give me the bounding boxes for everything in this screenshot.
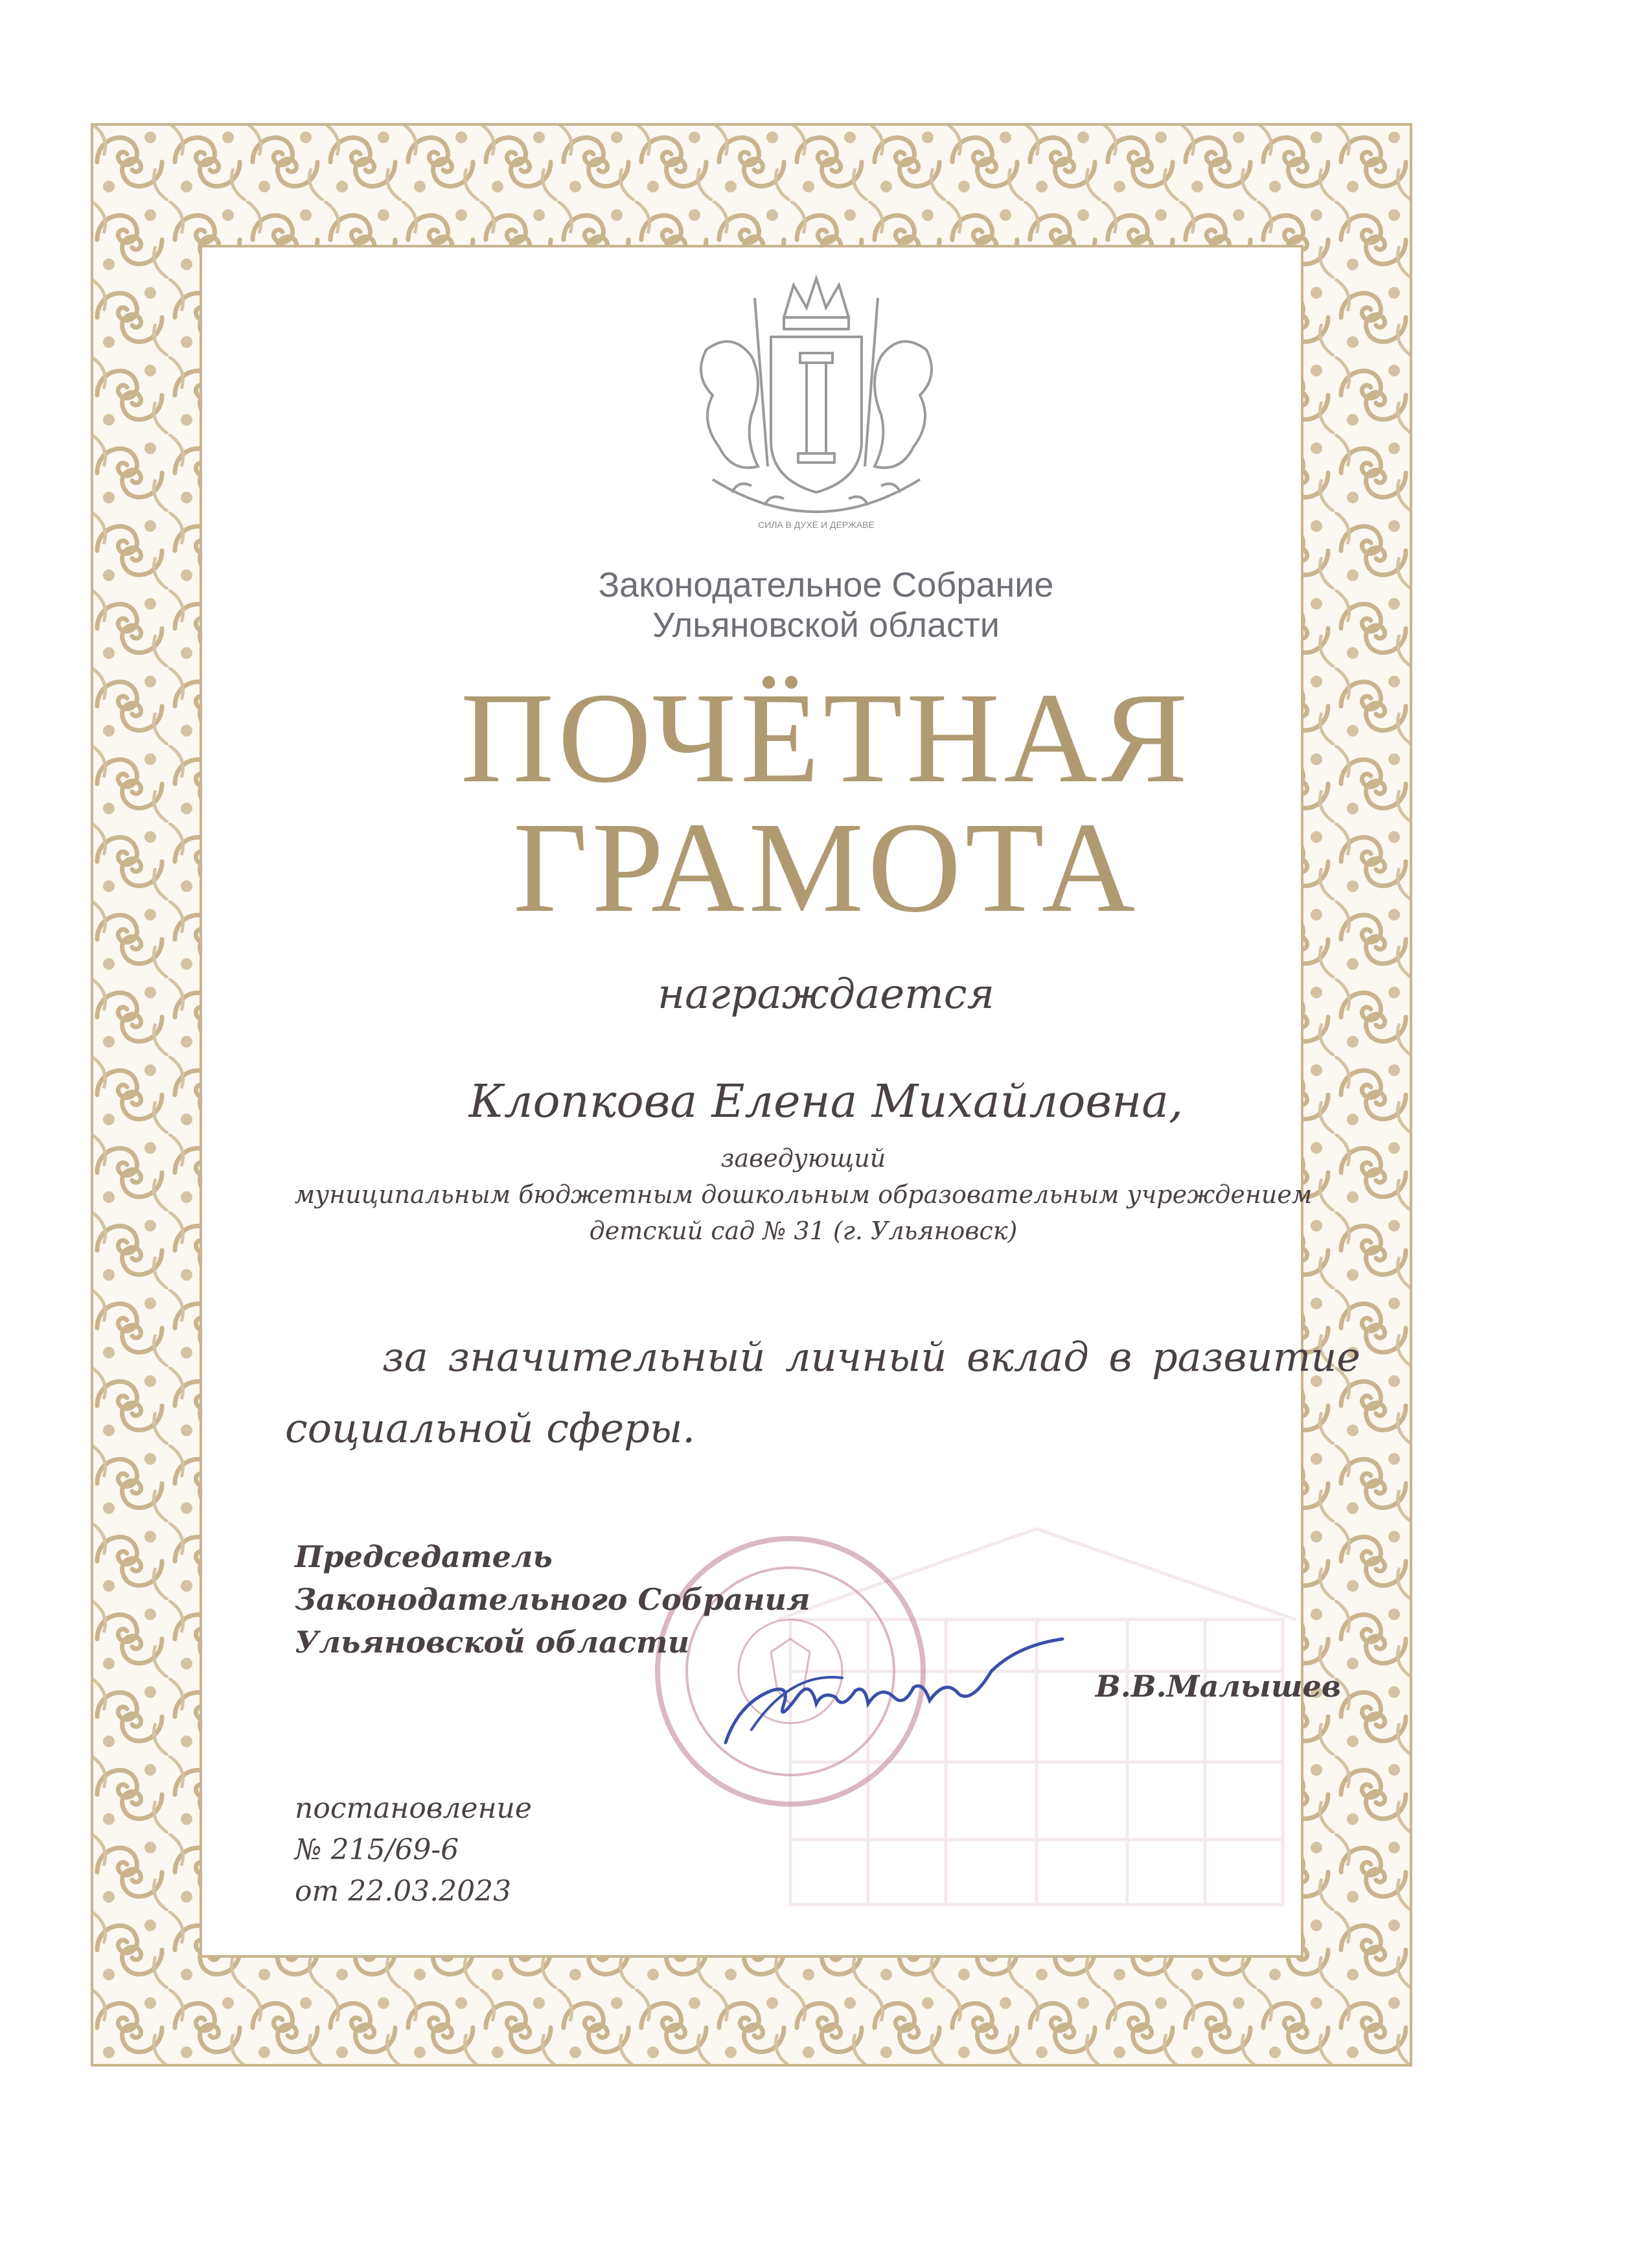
coat-of-arms-icon <box>654 272 978 557</box>
signatory-title-line-2: Законодательного Собрания <box>295 1582 810 1617</box>
signatory-name: В.В.Малышев <box>1095 1669 1341 1704</box>
award-reason-line-2: социальной сферы. <box>285 1404 696 1452</box>
handwritten-signature <box>713 1632 1075 1762</box>
recipient-name: Клопкова Елена Михайловна, <box>468 1075 1184 1128</box>
recipient-position-line-3: детский сад № 31 (г. Ульяновск) <box>589 1217 1018 1245</box>
awarded-label: награждается <box>657 970 995 1018</box>
recipient-position-line-1: заведующий <box>720 1144 886 1173</box>
decree-label: постановление <box>295 1792 532 1825</box>
signatory-title-line-1: Председатель <box>295 1539 553 1574</box>
decree-date: от 22.03.2023 <box>295 1875 512 1908</box>
signatory-title-line-3: Ульяновской области <box>295 1625 690 1660</box>
issuer-line-2: Ульяновской области <box>652 606 1000 645</box>
emblem-motto: СИЛА В ДУХЕ И ДЕРЖАВЕ <box>758 520 875 530</box>
certificate-title-line-1: ПОЧЁТНАЯ <box>460 667 1192 810</box>
award-reason-line-1: за значительный личный вклад в развитие <box>382 1333 1360 1380</box>
recipient-position-line-2: муниципальным бюджетным дошкольным образовательным учреждением <box>294 1180 1313 1209</box>
decree-number: № 215/69-6 <box>295 1833 459 1866</box>
certificate-title-line-2: ГРАМОТА <box>512 796 1140 939</box>
issuer-line-1: Законодательное Собрание <box>598 566 1054 604</box>
